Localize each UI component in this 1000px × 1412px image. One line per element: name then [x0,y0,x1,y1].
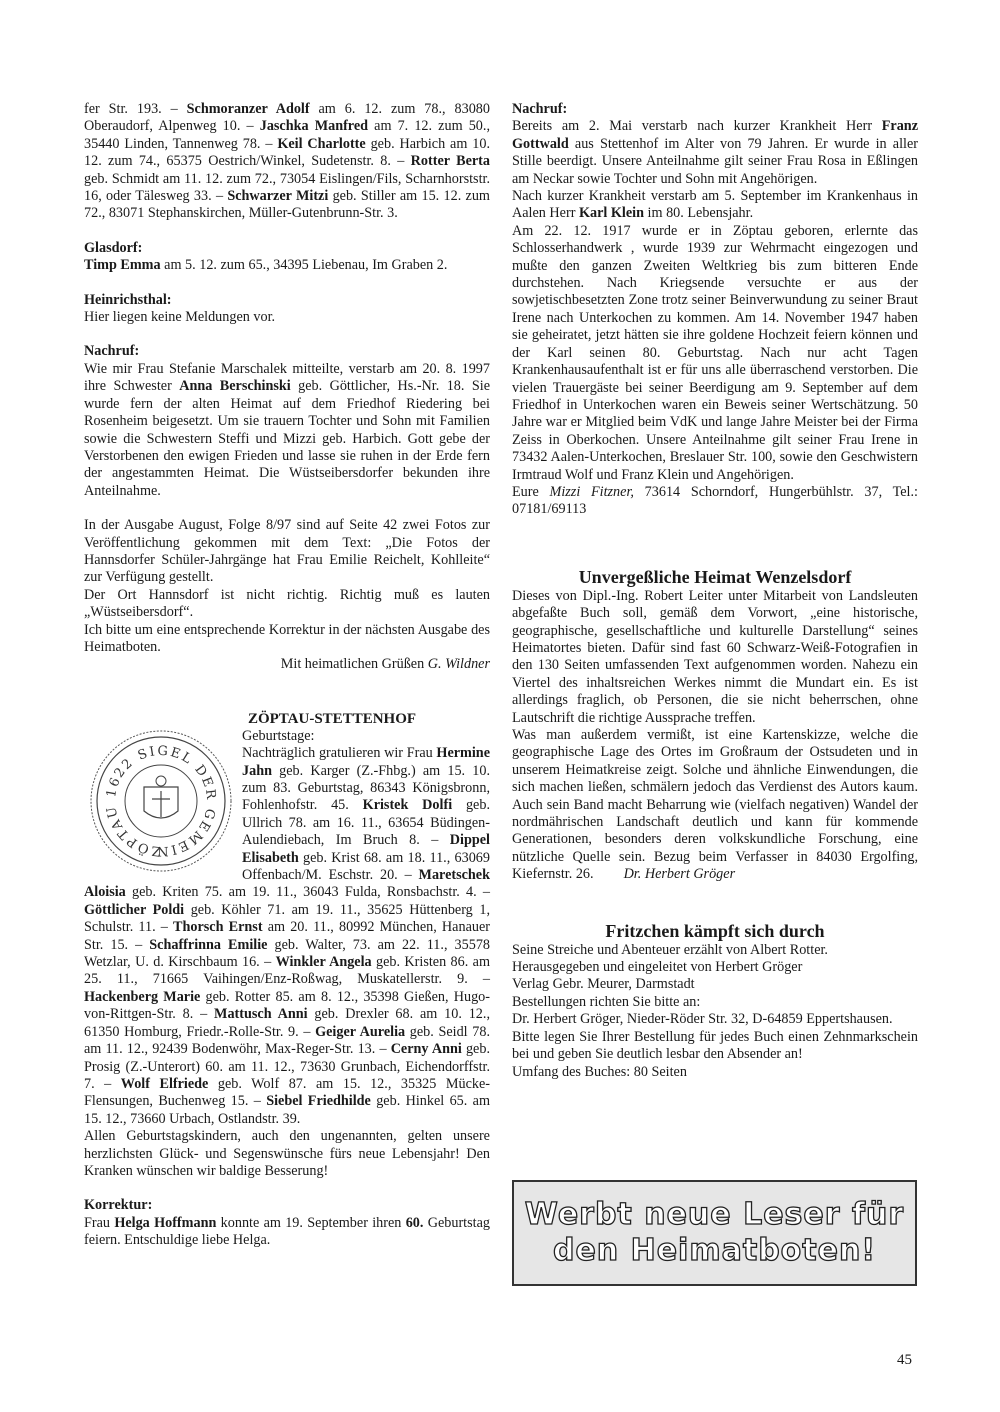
bold-name: Hermine Jahn [242,745,490,779]
book-line-5: Dr. Herbert Gröger, Nieder-Röder Str. 32, D-64859 Eppertshausen. [512,1011,893,1028]
correction-greeting: Mit heimatlichen Grüßen [280,656,425,673]
glasdorf-entry: Timp Emma am 5. 12. zum 65., 34395 Liebenau, Im Graben 2. [84,257,448,274]
bold-name: Anna Berschinski [179,378,291,395]
obituary-klein-intro: Nach kurzer Krankheit verstarb am 5. September im Krankenhaus in Aalen Herr Karl Klein im 80. Lebensjahr. [512,188,918,222]
bold-name: Wolf Elfriede [120,1075,209,1092]
banner-line-2: den Heimatboten! [552,1233,877,1268]
bold-name: Geiger Aurelia [315,1023,406,1040]
bold-name: Mattusch Anni [214,1006,308,1023]
zoeptau-birthday-list: Nachträglich gratulieren wir Frau Hermine Jahn geb. Karger (Z.-Fhbg.) am 15. 10. zum 83. Geburtstag, 86343 Königsbronn, Fohlenhofstr. 45. Kristek Dolfi geb. Ullrich 78. am 16. 11., 63654 Büdingen-Aulendiebach, Im Bruch 8. – Dippel Elisabeth geb. Krist 68. am 18. 11., 63069 Offenbach/M. Eschstr. 20. – Maretschek Aloisia geb. Kriten 75. am 19. 11., 36043 Fulda, Ronsbachstr. 4. – Göttlicher Poldi geb. Köhler 71. am 19. 11., 35625 Hüttenberg 1, Schulstr. 11. – Thorsch Ernst am 20. 11., 80992 München, Hanauer Str. 15. – Schaffrinna Emilie geb. Walter, 73. am 22. 11., 35578 Wetzlar, U. d. Kirschbaum 16. – Winkler Angela geb. Kristen 86. am 25. 11., 71665 Vaihingen/Enz-Roßwag, Muskatellerstr. 9. – Hackenberg Marie geb. Rotter 85. am 8. 12., 35398 Gießen, Hugo-von-Rittgen-Str. 8. – Mattusch Anni geb. Drexler 68. am 10. 12., 61350 Homburg, Friedr.-Rolle-Str. 9. – Geiger Aurelia geb. Seidl 78. am 11. 12., 92439 Bodenwöhr, Max-Reger-Str. 13. – Cerny Anni geb. Prosig (Z.-Unterort) 60. am 11. 12., 73630 Grunbach, Eichendorffstr. 7. – Wolf Elfriede geb. Wolf 87. am 15. 12., 35325 Mücke-Flensungen, Buchenweg 15. – Siebel Friedhilde geb. Hinkel 65. am 15. 12., 73660 Urbach, Ostlandstr. 39. [84,745,491,1127]
book-line-2: Herausgegeben und eingeleitet von Herbert Gröger [512,959,803,976]
zoeptau-section-title: ZÖPTAU-STETTENHOF [247,710,417,727]
book-line-4: Bestellungen richten Sie bitte an: [512,993,701,1010]
korrektur-heading: Korrektur: [84,1197,153,1214]
bold-name: Hackenberg Marie [84,988,201,1005]
bold-name: Rotter Berta [410,153,490,170]
book-line-3: Verlag Gebr. Meurer, Darmstadt [512,976,695,993]
obituary-klein-text: Am 22. 12. 1917 wurde er in Zöptau geboren, erlernte das Schlosserhandwerk , wurde 1939 zur Wehrmacht eingezogen und mußte den ganzen Zweiten Weltkrieg bis zum bitteren Ende durchstehen. Nach Kriegsende versuchte er aus der sowjetischbesetzten Zone trotz seiner Beinverwundung zu seiner Braut Irene nach Unterkochen zu kommen. Am 14. November 1947 haben sie geheiratet, jetzt hätten sie ihre goldene Hochzeit feiern können und der Karl seinen 80. Geburtstag. Nach nur acht Tagen Krankenhausaufenthalt ist er für uns alle überraschend verstorben. Die vielen Trauergäste bei seiner Beerdigung am 9. September auf dem Friedhof in Unterkochen waren ein Beweis seiner Wertschätzung. 50 Jahre war er Mitglied beim VdK und lange Jahre Meister bei der Firma Zeiss in Oberkochen. Unsere Anteilnahme gilt seiner Frau Irene in 73432 Aalen-Unterkochen, Breslauer Str. 100, sowie den Geschwistern Irmtraud Wolf und Franz Klein und Angehörigen. [512,222,918,483]
bold-name: Timp Emma [84,257,161,274]
obituary-right-heading: Nachruf: [512,101,568,117]
bold-name: Cerny Anni [390,1041,462,1058]
glasdorf-heading: Glasdorf: [84,239,143,256]
obituary-gottwald: Bereits am 2. Mai verstarb nach kurzer Krankheit Herr Franz Gottwald aus Stettenhof im Alter von 79 Jahren. Er wurde in aller Stille beerdigt. Unsere Anteilnahme gilt seiner Frau Rosa in Eßlingen am Neckar sowie Tochter und Sohn mit Angehörigen. [512,118,918,187]
correction-paragraph-1: In der Ausgabe August, Folge 8/97 sind auf Seite 42 zwei Fotos zur Veröffentlichung gekommen mit dem Text: „Die Fotos der Hannsdorfer Schüler-Jahrgänge hat Frau Emilie Reichelt, Kohlleite“ zur Verfügung gestellt. [84,517,490,586]
book-line-1: Seine Streiche und Abenteuer erzählt von Albert Rotter. [512,941,828,958]
bold-name: Thorsch Ernst [173,919,263,936]
book-review-signature: Dr. Herbert Gröger [623,866,736,883]
bold-name: Karl Klein [578,205,644,222]
bold-name: Schmoranzer Adolf [186,101,310,117]
book-line-6: Bitte legen Sie Ihrer Bestellung für jedes Buch einen Zehnmarkschein bei und geben Sie deutlich lesbar den Absender an! [512,1028,918,1063]
zoeptau-birthdays-label: Geburtstage: [242,727,315,744]
bold-name: Dippel Elisabeth [242,832,490,866]
book-review-title: Unvergeßliche Heimat Wenzelsdorf [578,566,852,587]
correction-paragraph-2: Der Ort Hannsdorf ist nicht richtig. Richtig muß es lauten „Wüstseibersdorf“. [84,586,490,621]
book-line-7: Umfang des Buches: 80 Seiten [512,1063,687,1080]
bold-name: Keil Charlotte [277,135,366,152]
right-column [512,101,918,1081]
town-seal-image [86,729,236,875]
korrektur-text: Frau Helga Hoffmann konnte am 19. September ihren 60. Geburtstag feiern. Entschuldige liebe Helga. [84,1214,490,1249]
bold-name: Siebel Friedhilde [266,1093,371,1110]
bold-name: Winkler Angela [275,954,372,971]
correction-closing [84,656,490,673]
seal-inscription: ZÖPTAU 1622 SIGEL DER GEMEIN [103,743,219,859]
bold-name: Helga Hoffmann [114,1214,217,1231]
bold-name: Franz Gottwald [512,118,918,152]
obituary-sender: Eure Mizzi Fitzner, 73614 Schorndorf, Hungerbühlstr. 37, Tel.: 07181/69113 [512,483,918,518]
book-review-paragraph-2-text: Was man außerdem vermißt, ist eine Kartenskizze, welche die geographische Lage des Ortes im Großraum der Ostsudeten und in unserem Heimatkreise zeigt. Solche und ähnliche Einwendungen, die sich machen ließen, schmälern jedoch das Verdienst des Autors kaum. Auch sein Band macht Beharrung wie (vielfach negativen) Wandel der nordmährischen Landschaft deutlich und kann für kommende Generationen, besonders deren volkskundliche Forschung, eine nützliche Quelle sein. Bezug beim Verfasser in 84030 Ergolfing, Kiefernstr. 26. [512,727,918,883]
bold-name: Jaschka Manfred [259,118,369,135]
italic-name: Mizzi Fitzner, [549,483,634,500]
book-review-paragraph-1: Dieses von Dipl.-Ing. Robert Leiter unter Mitarbeit von Landsleuten abgefaßte Buch soll, gemäß dem Vorwort, „eine historische, geographische, gesellschaftliche und kulturelle Darstellung“ seines Heimatortes bieten. Dafür sind fast 60 Schwarz-Weiß-Fotografien in den 130 Seiten umfassenden Text aufgenommen worden. Nahezu ein Viertel des inhaltsreichen Werkes nimmt die Mundart ein. Es ist allerdings fraglich, ob Personen, die sie nicht beherrschen, ohne Lautschrift die richtige Aussprache treffen. [512,587,918,726]
bold-name: Schwarzer Mitzi [227,188,329,205]
obituary-text: Wie mir Frau Stefanie Marschalek mitteilte, verstarb am 20. 8. 1997 ihre Schwester Anna Berschinski geb. Göttlicher, Hs.-Nr. 18. Sie wurde fern der alten Heimat auf dem Friedhof Riedering bei Rosenheim beigesetzt. Um sie trauern Tochter und Sohn mit Familien sowie die Schwestern Steffi und Mizzi geb. Harbich. Gott gebe der Verstorbenen den ewigen Frieden und lasse sie ruhen in der Erde fern der angestammten Heimat. Die Wüstseibersdorfer bekunden ihre Anteilnahme. [84,360,490,499]
bold-name: Maretschek Aloisia [84,867,490,901]
obituary-heading: Nachruf: [84,343,140,360]
subscription-banner [512,1180,917,1286]
birthday-list-continued: fer Str. 193. – Schmoranzer Adolf am 6. 12. zum 78., 83080 Oberaudorf, Alpenweg 10. – Jaschka Manfred am 7. 12. zum 50., 35440 Linden, Tannenweg 78. – Keil Charlotte geb. Harbich am 10. 12. zum 74., 65375 Oestrich/Winkel, Sudetenstr. 8. – Rotter Berta geb. Schmidt am 11. 12. zum 72., 73054 Eislingen/Fils, Scharnhorststr. 16, oder Tälesweg 33. – Schwarzer Mitzi geb. Stiller am 15. 12. zum 72., 83071 Stephanskirchen, Müller-Gutenbrunn-Str. 3. [84,101,490,222]
bold-name: Schaffrinna Emilie [149,936,268,953]
correction-signature: G. Wildner [427,656,490,673]
page-number: 45 [897,1352,912,1368]
book-announcement-title: Fritzchen kämpft sich durch [605,920,825,941]
bold-name: Kristek Dolfi [362,797,453,814]
left-column [84,101,490,1250]
heinrichsthal-heading: Heinrichsthal: [84,291,172,308]
bold-name: Göttlicher Poldi [84,901,185,918]
book-review-paragraph-2 [512,727,918,884]
heinrichsthal-entry: Hier liegen keine Meldungen vor. [84,309,276,326]
correction-paragraph-3: Ich bitte um eine entsprechende Korrektur in der nächsten Ausgabe des Heimatboten. [84,621,490,655]
bold-name: 60. [405,1214,424,1231]
zoeptau-wishes: Allen Geburtstagskindern, auch den ungenannten, gelten unsere herzlichsten Glück- und Segenswünsche fürs neue Lebensjahr! Den Kranken wünschen wir baldige Besserung! [84,1128,490,1179]
banner-line-1: Werbt neue Leser für [524,1197,905,1232]
